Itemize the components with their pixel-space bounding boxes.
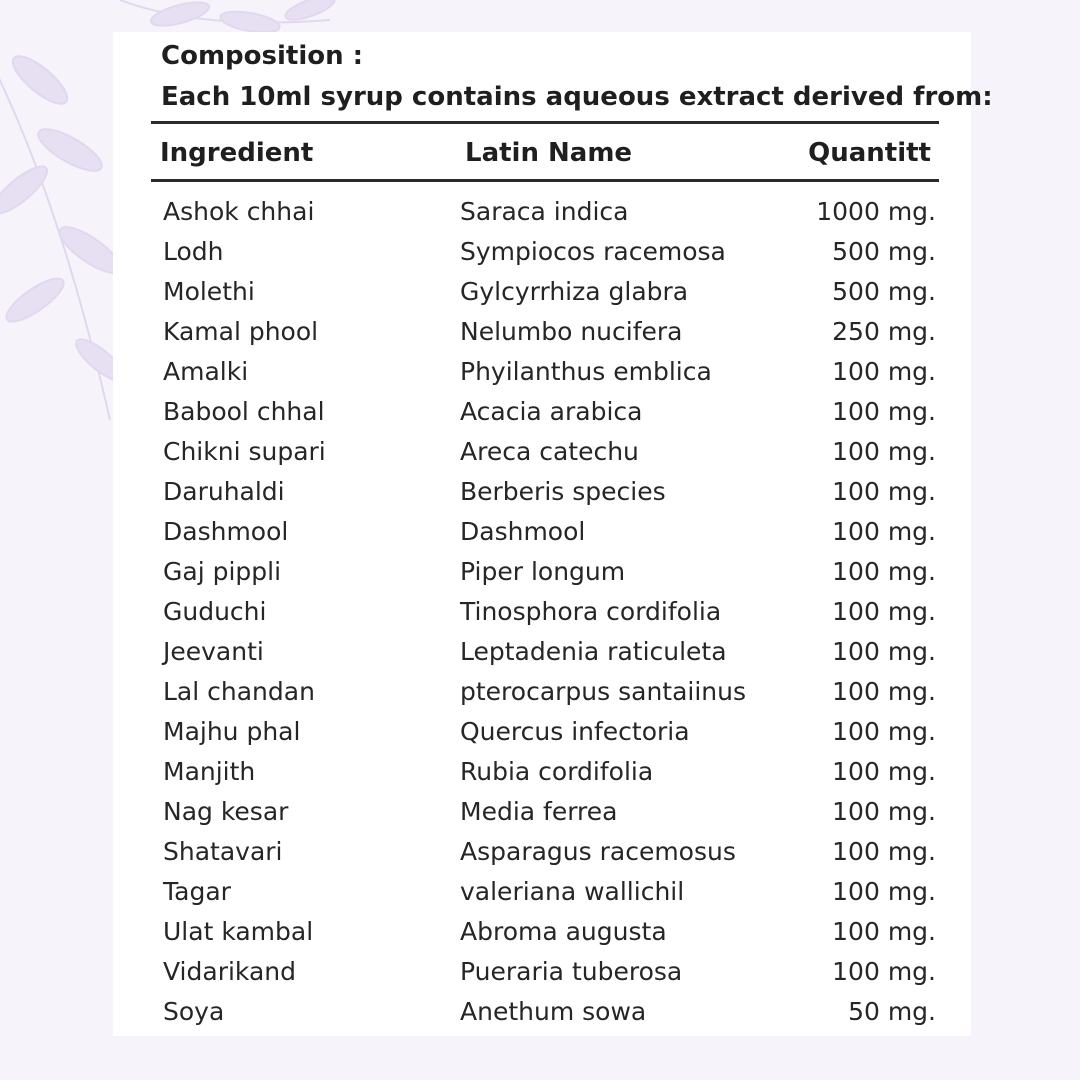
table-row (113, 952, 971, 992)
ingredient-cell: Babool chhal (163, 397, 325, 426)
ingredient-cell: Ashok chhai (163, 197, 315, 226)
table-row (113, 512, 971, 552)
quantity-cell: 100 mg. (832, 917, 936, 946)
quantity-cell: 500 mg. (832, 277, 936, 306)
latin-name-cell: Media ferrea (460, 797, 618, 826)
latin-name-cell: pterocarpus santaiinus (460, 677, 747, 706)
quantity-cell: 100 mg. (832, 757, 936, 786)
table-row (113, 832, 971, 872)
table-row (113, 472, 971, 512)
column-header-ingredient: Ingredient (160, 138, 314, 168)
latin-name-cell: Acacia arabica (460, 397, 643, 426)
quantity-cell: 100 mg. (832, 397, 936, 426)
quantity-cell: 100 mg. (832, 677, 936, 706)
table-row (113, 672, 971, 712)
latin-name-cell: valeriana wallichil (460, 877, 685, 906)
ingredient-cell: Kamal phool (163, 317, 319, 346)
quantity-cell: 100 mg. (832, 837, 936, 866)
table-row (113, 592, 971, 632)
quantity-cell: 100 mg. (832, 877, 936, 906)
quantity-cell: 100 mg. (832, 477, 936, 506)
quantity-cell: 500 mg. (832, 237, 936, 266)
quantity-cell: 100 mg. (832, 557, 936, 586)
ingredient-cell: Ulat kambal (163, 917, 314, 946)
latin-name-cell: Dashmool (460, 517, 586, 546)
column-header-quantity: Quantitt (808, 138, 931, 168)
latin-name-cell: Quercus infectoria (460, 717, 690, 746)
table-row (113, 712, 971, 752)
latin-name-cell: Areca catechu (460, 437, 639, 466)
table-top-rule (151, 121, 939, 124)
quantity-cell: 50 mg. (848, 997, 936, 1026)
quantity-cell: 100 mg. (832, 957, 936, 986)
ingredient-cell: Guduchi (163, 597, 267, 626)
table-row (113, 752, 971, 792)
latin-name-cell: Abroma augusta (460, 917, 667, 946)
table-row (113, 872, 971, 912)
ingredient-cell: Jeevanti (163, 637, 264, 666)
table-row (113, 632, 971, 672)
table-row (113, 552, 971, 592)
table-row (113, 912, 971, 952)
ingredient-cell: Shatavari (163, 837, 283, 866)
table-row (113, 792, 971, 832)
latin-name-cell: Sympiocos racemosa (460, 237, 726, 266)
quantity-cell: 100 mg. (832, 357, 936, 386)
ingredient-cell: Chikni supari (163, 437, 326, 466)
table-row (113, 232, 971, 272)
quantity-cell: 100 mg. (832, 517, 936, 546)
ingredient-cell: Nag kesar (163, 797, 289, 826)
ingredient-cell: Amalki (163, 357, 249, 386)
quantity-cell: 100 mg. (832, 717, 936, 746)
ingredient-cell: Vidarikand (163, 957, 296, 986)
latin-name-cell: Berberis species (460, 477, 666, 506)
table-row (113, 352, 971, 392)
latin-name-cell: Saraca indica (460, 197, 629, 226)
latin-name-cell: Asparagus racemosus (460, 837, 736, 866)
ingredient-table-body (113, 192, 971, 1032)
ingredient-cell: Daruhaldi (163, 477, 285, 506)
ingredient-cell: Manjith (163, 757, 256, 786)
quantity-cell: 250 mg. (832, 317, 936, 346)
ingredient-cell: Lodh (163, 237, 224, 266)
table-row (113, 992, 971, 1032)
latin-name-cell: Gylcyrrhiza glabra (460, 277, 689, 306)
table-row (113, 312, 971, 352)
ingredient-cell: Molethi (163, 277, 255, 306)
latin-name-cell: Piper longum (460, 557, 626, 586)
ingredient-cell: Majhu phal (163, 717, 301, 746)
quantity-cell: 1000 mg. (816, 197, 936, 226)
ingredient-cell: Gaj pippli (163, 557, 282, 586)
quantity-cell: 100 mg. (832, 597, 936, 626)
table-row (113, 192, 971, 232)
quantity-cell: 100 mg. (832, 797, 936, 826)
table-row (113, 392, 971, 432)
latin-name-cell: Rubia cordifolia (460, 757, 654, 786)
latin-name-cell: Phyilanthus emblica (460, 357, 712, 386)
quantity-cell: 100 mg. (832, 637, 936, 666)
composition-card (113, 32, 993, 1036)
table-row (113, 432, 971, 472)
column-header-latin-name: Latin Name (465, 138, 633, 168)
composition-title: Composition : (161, 41, 364, 71)
ingredient-cell: Soya (163, 997, 225, 1026)
table-header-rule (151, 179, 939, 182)
latin-name-cell: Leptadenia raticuleta (460, 637, 727, 666)
ingredient-cell: Dashmool (163, 517, 289, 546)
table-row (113, 272, 971, 312)
ingredient-cell: Lal chandan (163, 677, 315, 706)
ingredient-cell: Tagar (163, 877, 231, 906)
latin-name-cell: Nelumbo nucifera (460, 317, 683, 346)
latin-name-cell: Pueraria tuberosa (460, 957, 683, 986)
quantity-cell: 100 mg. (832, 437, 936, 466)
composition-subtitle: Each 10ml syrup contains aqueous extract derived from: (161, 82, 993, 112)
latin-name-cell: Anethum sowa (460, 997, 647, 1026)
latin-name-cell: Tinosphora cordifolia (460, 597, 722, 626)
